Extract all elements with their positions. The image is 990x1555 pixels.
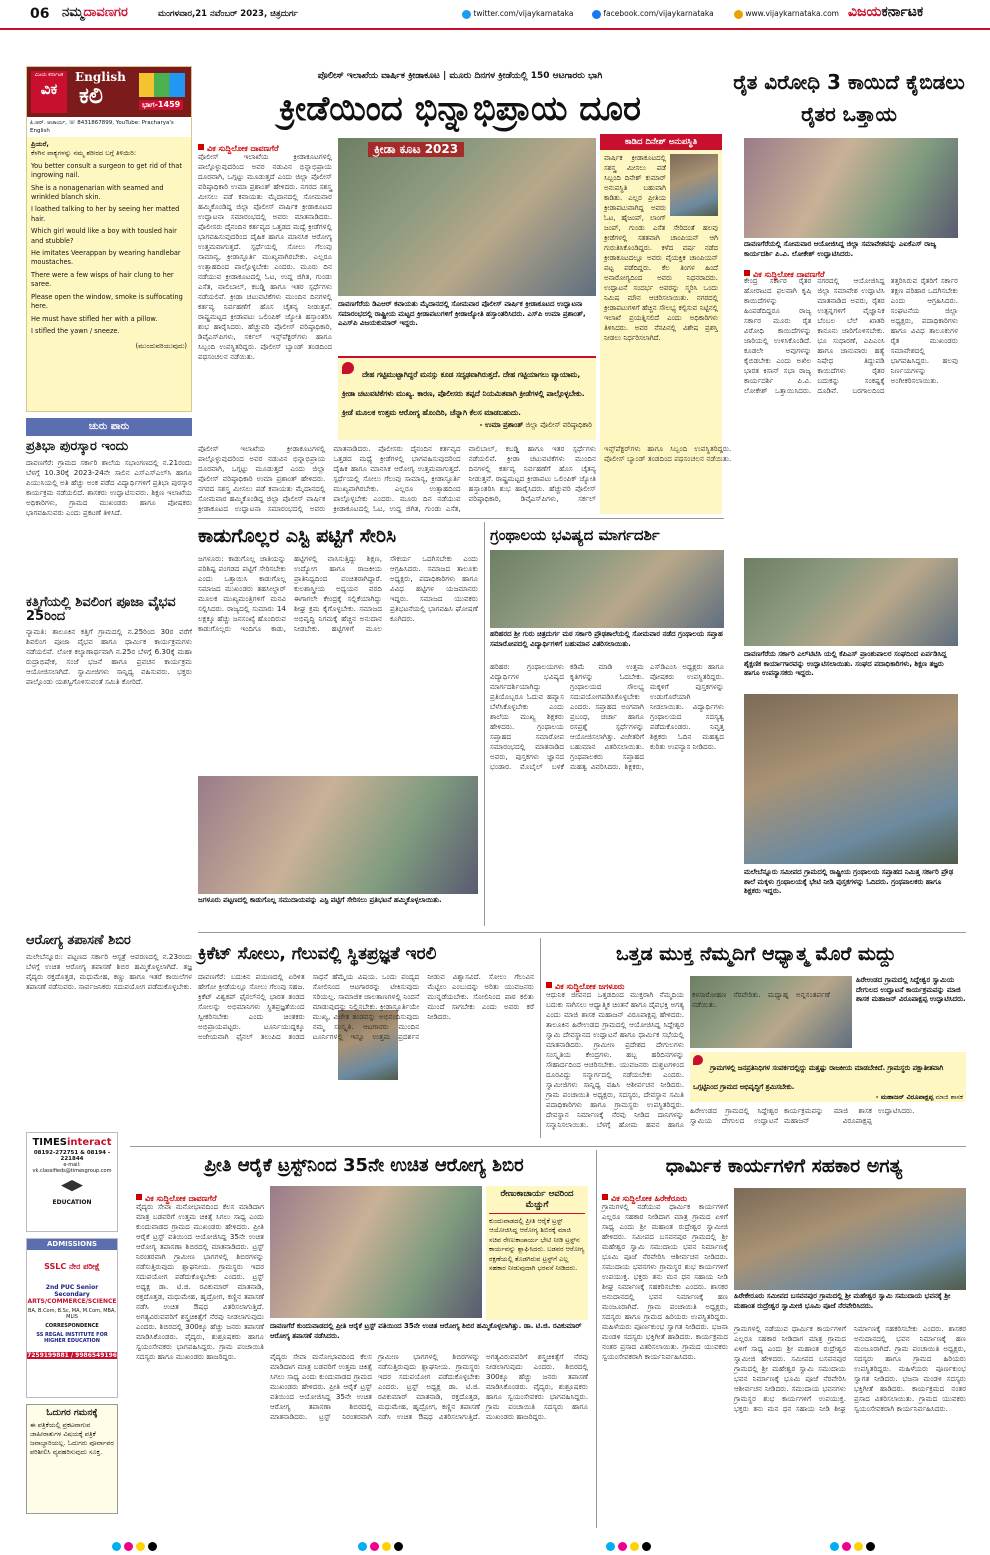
box-title: ರೇಣುಕಾಚಾರ್ಯ ಆವರಿಂದ ಮೆಚ್ಚುಗೆ: [489, 1189, 585, 1214]
ad-phone: 7259199881 / 9986549196: [27, 1352, 117, 1359]
kali-line: I loathed talking to her by seeing her matted hair.: [31, 205, 180, 223]
ad-email: e-mail: vk.classifieds@timesgroup.com: [32, 1162, 112, 1174]
kali-line: He must have stifled her with a pillow.: [31, 314, 158, 323]
notice-body: ಈ ಪತ್ರಿಕೆಯಲ್ಲಿ ಪ್ರಕಟವಾಗುವ ಜಾಹೀರಾತುಗಳ ವಿಷಯಕ್ಕೆ ಪತ್ರಿಕೆ ಜವಾಬ್ದಾರಿಯಲ್ಲ. ಓದುಗರು ಪೂರ್ವಾಪರ ಪರಿಶೀಲಿಸಿ ವ್ಯವಹರಿಸುವುದು ಸೂಕ್ತ.: [30, 1421, 114, 1456]
library-visit-photo: [744, 694, 958, 864]
religious-body-left: ಗ್ರಾಮಗಳಲ್ಲಿ ನಡೆಯುವ ಧಾರ್ಮಿಕ ಕಾರ್ಯಗಳಿಗೆ ಎಲ್ಲರೂ ಸಹಕಾರ ನೀಡಿದಾಗ ಮಾತ್ರ ಗ್ರಾಮದ ಏಳಿಗೆ ಸಾಧ್ಯ ಎಂದು ಶ್ರೀ ಮಹಾಂತ ರುದ್ರೇಶ್ವರ ಸ್ವಾಮೀಜಿ ಹೇಳಿದರು. ಸಮೀಪದ ಬಸವನಪುರ ಗ್ರಾಮದಲ್ಲಿ ಶ್ರೀ ಮಹೇಶ್ವರ ಸ್ವಾಮಿ ಸಮುದಾಯ ಭವನ ನಿರ್ಮಾಣಕ್ಕೆ ಭೂಮಿ ಪೂಜೆ ನೆರವೇರಿಸಿ ಆಶೀರ್ವಚನ ನೀಡಿದರು. ಸಮುದಾಯ ಭವನಗಳು ಗ್ರಾಮಸ್ಥರ ಶುಭ ಕಾರ್ಯಗಳಿಗೆ ಉಪಯುಕ್ತ. ಭಕ್ತರು ತನು ಮನ ಧನ ಸಹಾಯ ನೀಡಿ ಶೀಘ್ರ ನಿರ್ಮಾಣಕ್ಕೆ ಸಹಕರಿಸಬೇಕು ಎಂದರು. ಶಾಸಕರ ಅನುದಾನದಲ್ಲಿ ಭವನ ನಿರ್ಮಾಣಕ್ಕೆ ಹಣ ಮಂಜೂರಾಗಿದೆ. ಗ್ರಾಮ ಪಂಚಾಯಿತಿ ಅಧ್ಯಕ್ಷರು, ಸದಸ್ಯರು ಹಾಗೂ ಗ್ರಾಮದ ಹಿರಿಯರು ಉಪಸ್ಥಿತರಿದ್ದರು. ಮಹಿಳೆಯರು ಪೂರ್ಣಕುಂಭ ಸ್ವಾಗತ ನೀಡಿದರು. ಭಜನಾ ಮಂಡಳಿ ಸದಸ್ಯರು ಭಕ್ತಿಗೀತೆ ಹಾಡಿದರು. ಕಾರ್ಯಕ್ರಮದ ನಂತರ ಪ್ರಸಾದ ವಿತರಿಸಲಾಯಿತು. ಗ್ರಾಮದ ಯುವಕರು ಸ್ವಯಂಸೇವಕರಾಗಿ ಕಾರ್ಯನಿರ್ವಹಿಸಿದರು.: [602, 1202, 728, 1361]
english-kali-box: [26, 66, 192, 412]
brief-story-3: [26, 934, 192, 1114]
farmers-caption: ದಾವಣಗೆರೆಯಲ್ಲಿ ಸೋಮವಾರ ಆಯೋಜಿಸಿದ್ದ ಜಿಲ್ಲಾ ಸಮಾವೇಶವನ್ನು ಎಐಕೆಎಸ್ ರಾಜ್ಯ ಕಾರ್ಯದರ್ಶಿ ಪಿ.ವಿ. ಲೋಕೇಶ್ ಉದ್ಘಾಟಿಸಿದರು.: [744, 240, 937, 258]
lead-body: ಪೊಲೀಸ್ ಇಲಾಖೆಯ ಕ್ರೀಡಾಕೂಟಗಳಲ್ಲಿ ಪಾಲ್ಗೊಳ್ಳುವುದರಿಂದ ಅವರ ನಡುವಿನ ಭಿನ್ನಾಭಿಪ್ರಾಯ ದೂರವಾಗಿ, ಒಗ್ಗಟ್ಟು ಮೂಡುತ್ತದೆ ಎಂದು ಜಿಲ್ಲಾ ಪೊಲೀಸ್ ವರಿಷ್ಠಾಧಿಕಾರಿ ಉಮಾ ಪ್ರಶಾಂತ್ ಹೇಳಿದರು. ನಗರದ ಸಶಸ್ತ್ರ ಮೀಸಲು ಪಡೆ ಕವಾಯತು ಮೈದಾನದಲ್ಲಿ ಸೋಮವಾರ ಹಮ್ಮಿಕೊಂಡಿದ್ದ ಜಿಲ್ಲಾ ಪೊಲೀಸ್ ವಾರ್ಷಿಕ ಕ್ರೀಡಾಕೂಟದ ಉದ್ಘಾಟನಾ ಸಮಾರಂಭದಲ್ಲಿ ಅವರು ಮಾತನಾಡಿದರು. ಪೊಲೀಸರು ದೈನಂದಿನ ಕರ್ತವ್ಯದ ಒತ್ತಡದ ಮಧ್ಯೆ ಕ್ರೀಡೆಗಳಲ್ಲಿ ಭಾಗವಹಿಸುವುದರಿಂದ ದೈಹಿಕ ಹಾಗೂ ಮಾನಸಿಕ ಆರೋಗ್ಯ ಉತ್ತಮವಾಗುತ್ತದೆ. ಸ್ಪರ್ಧೆಯಲ್ಲಿ ಸೋಲು ಗೆಲುವು ಸಾಮಾನ್ಯ, ಕ್ರೀಡಾಸ್ಫೂರ್ತಿ ಮುಖ್ಯವಾಗಿರಬೇಕು. ಎಲ್ಲರೂ ಉತ್ಸಾಹದಿಂದ ಪಾಲ್ಗೊಳ್ಳಬೇಕು ಎಂದರು. ಮೂರು ದಿನ ನಡೆಯುವ ಕ್ರೀಡಾಕೂಟದಲ್ಲಿ ಓಟ, ಉದ್ದ ಜಿಗಿತ, ಗುಂಡು ಎಸೆತ, ವಾಲಿಬಾಲ್, ಕಬಡ್ಡಿ ಹಾಗೂ ಇತರ ಸ್ಪರ್ಧೆಗಳು ನಡೆಯಲಿವೆ. ಕ್ರೀಡಾ ಚಟುವಟಿಕೆಗಳು ಮುಂದಿನ ದಿನಗಳಲ್ಲಿ ಕರ್ತವ್ಯ ನಿರ್ವಹಣೆಗೆ ಹೊಸ ಚೈತನ್ಯ ನೀಡುತ್ತವೆ. ರಾಷ್ಟ್ರಮಟ್ಟದ ಕ್ರೀಡಾಪಟು ಒಲಿಂಪಿಕ್ ಜ್ಯೋತಿ ಹಸ್ತಾಂತರಿಸಿ ಶುಭ ಹಾರೈಸಿದರು. ಹೆಚ್ಚುವರಿ ಪೊಲೀಸ್ ವರಿಷ್ಠಾಧಿಕಾರಿ, ಡಿವೈಎಸ್‌ಪಿಗಳು, ಸರ್ಕಲ್ ಇನ್ಸ್‌ಪೆಕ್ಟರ್‌ಗಳು ಹಾಗೂ ಸಿಬ್ಬಂದಿ ಉಪಸ್ಥಿತರಿದ್ದರು. ಪೊಲೀಸ್ ಬ್ಯಾಂಡ್ ತಂಡದಿಂದ ಪಥಸಂಚಲನ ನಡೆಯಿತು.: [198, 152, 332, 361]
brief-body: ದಾವಣಗೆರೆ: ಗ್ರಾಮದ ಸರ್ಕಾರಿ ಶಾಲೆಯ ಸಭಾಂಗಣದಲ್ಲಿ ನ.21ರಂದು ಬೆಳಗ್ಗೆ 10.30ಕ್ಕೆ 2023-24ನೇ ಸಾಲಿನ ಎಸ್‌ಎಸ್‌ಎಲ್‌ಸಿ ಹಾಗೂ ಪಿಯುಸಿಯಲ್ಲಿ ಅತಿ ಹೆಚ್ಚು ಅಂಕ ಪಡೆದ ವಿದ್ಯಾರ್ಥಿಗಳಿಗೆ ಪ್ರತಿಭಾ ಪುರಸ್ಕಾರ ಕಾರ್ಯಕ್ರಮ ನಡೆಯಲಿದೆ. ಶಾಸಕರು ಉದ್ಘಾಟಿಸುವರು. ಶಿಕ್ಷಣ ಇಲಾಖೆಯ ಅಧಿಕಾರಿಗಳು, ಗ್ರಾಮದ ಮುಖಂಡರು ಹಾಗೂ ಪೋಷಕರು ಭಾಗವಹಿಸುವರು ಎಂದು ಪ್ರಕಟಣೆ ತಿಳಿಸಿದೆ.: [26, 457, 192, 517]
library-photo: [490, 550, 724, 628]
page-number: 06: [30, 6, 50, 22]
kali-line: She is a nonagenarian with seamed and wrinkled blanch skin.: [31, 183, 164, 202]
workshop-caption: ದಾವಣಗೆರೆಯ ಸರ್ಕಾರಿ ಎಲ್‌ಟಿಟಿಸಿ ಯಲ್ಲಿ ಕೆಪಿಎಸ್ ಪ್ರಾಂಶುಪಾಲರ ಸಂಘದಿಂದ ಏರ್ಪಡಿಸಿದ್ದ ಶೈಕ್ಷಣಿಕ ಕಾರ್ಯಾಗಾರವನ್ನು ಉದ್ಘಾಟಿಸಲಾಯಿತು. ಸಂಘದ ಪದಾಧಿಕಾರಿಗಳು, ಶಿಕ್ಷಣ ತಜ್ಞರು ಹಾಗೂ ಉಪನ್ಯಾಸಕರು ಇದ್ದರು.: [744, 650, 947, 677]
facebook-icon: [592, 10, 601, 19]
byline-marker-icon: [602, 1194, 608, 1200]
kali-line: Please open the window, smoke is suffocating here.: [31, 292, 183, 311]
brief-headline: ಆರೋಗ್ಯ ತಪಾಸಣೆ ಶಿಬಿರ: [26, 933, 131, 948]
library-caption: ಹರಿಹರದ ಶ್ರೀ ಗುರು ಚಿತ್ರದುರ್ಗ ಮಠ ಸರ್ಕಾರಿ ಪ್ರೌಢಶಾಲೆಯಲ್ಲಿ ಸೋಮವಾರ ನಡೆದ ಗ್ರಂಥಾಲಯ ಸಪ್ತಾಹ ಸಮಾರೋಪದಲ್ಲಿ ವಿದ್ಯಾರ್ಥಿಗಳಿಗೆ ಬಹುಮಾನ ವಿತರಿಸಲಾಯಿತು.: [490, 630, 723, 648]
kali-label: ಕಲಿ: [79, 84, 103, 109]
print-registration-marks: [358, 1536, 418, 1548]
byline-marker-icon: [546, 982, 552, 988]
religious-byline: ವಿಕ ಸುದ್ದಿಲೋಕ ಹಿರೇಕೆರೂರು: [602, 1186, 728, 1198]
workshop-photo: [744, 558, 958, 646]
farmers-byline: ವಿಕ ಸುದ್ದಿಲೋಕ ದಾವಣಗೆರೆ: [744, 262, 958, 274]
health-camp-photo: [270, 1186, 482, 1318]
health-camp-caption: ದಾವಣಗೆರೆ ಕುಂದುವಾಡದಲ್ಲಿ ಪ್ರೀತಿ ಆರೈಕೆ ಟ್ರಸ್ಟ್ ವತಿಯಿಂದ 35ನೇ ಉಚಿತ ಆರೋಗ್ಯ ಶಿಬಿರ ಹಮ್ಮಿಕೊಳ್ಳಲಾಗಿತ್ತು. ಡಾ. ಟಿ.ಜಿ. ರವಿಕುಮಾರ್ ಆರೋಗ್ಯ ತಪಾಸಣೆ ನಡೆಸಿದರು.: [270, 1322, 582, 1340]
cricket-body: ದಾವಣಗೆರೆ: ಬದುಕಿನ ಪಯಣದಲ್ಲಿ ಏರಿಳಿತ ಹೇಗೋ ಕ್ರೀಡೆಯಲ್ಲೂ ಸೋಲು ಗೆಲುವು ಸಹಜ. ಕ್ರಿಕೆಟ್ ವಿಶ್ವಕಪ್ ಫೈನಲ್‌ನಲ್ಲಿ ಭಾರತ ತಂಡದ ಸೋಲನ್ನು ಅಭಿಮಾನಿಗಳು ಸ್ಥಿತಪ್ರಜ್ಞತೆಯಿಂದ ಸ್ವೀಕರಿಸಬೇಕು ಎಂದು ಚಿಂತಕರು ಅಭಿಪ್ರಾಯಪಟ್ಟರು. ಟೂರ್ನಿಯುದ್ದಕ್ಕೂ ಅಜೇಯವಾಗಿ ಫೈನಲ್ ತಲುಪಿದ ತಂಡದ ಸಾಧನೆ ಹೆಮ್ಮೆಯ ವಿಷಯ. ಒಂದು ಪಂದ್ಯದ ಸೋಲಿನಿಂದ ಆಟಗಾರರನ್ನು ಟೀಕಿಸುವುದು ಸರಿಯಲ್ಲ. ಸಾಮಾಜಿಕ ಜಾಲತಾಣಗಳಲ್ಲಿ ನಿಂದನೆ ಮಾಡುವುದನ್ನು ನಿಲ್ಲಿಸಬೇಕು. ಕ್ರೀಡಾಸ್ಫೂರ್ತಿಯೇ ಮುಖ್ಯ, ವಿಜೇತ ತಂಡವನ್ನು ಅಭಿನಂದಿಸುವುದು ನಮ್ಮ ಸಂಸ್ಕೃತಿ. ಆಟಗಾರರು ಮುಂದಿನ ಟೂರ್ನಿಗಳಲ್ಲಿ ಇನ್ನೂ ಉತ್ತಮ ಪ್ರದರ್ಶನ ನೀಡುವ ವಿಶ್ವಾಸವಿದೆ. ಸೋಲು ಗೆಲುವಿನ ಮೆಟ್ಟಿಲು ಎಂಬುದನ್ನು ಅರಿತು ಯುವಜನರು ಮುನ್ನಡೆಯಬೇಕು. ಸೋಲಿನಿಂದ ಪಾಠ ಕಲಿತು ಮುಂದೆ ಸಾಗಬೇಕು ಎಂದು ಅವರು ಕರೆ ನೀಡಿದರು.: [198, 972, 534, 1041]
lead-closing: ಪೊಲೀಸ್ ಇಲಾಖೆಯ ಕ್ರೀಡಾಕೂಟಗಳಲ್ಲಿ ಪಾಲ್ಗೊಳ್ಳುವುದರಿಂದ ಅವರ ನಡುವಿನ ಭಿನ್ನಾಭಿಪ್ರಾಯ ದೂರವಾಗಿ, ಒಗ್ಗಟ್ಟು ಮೂಡುತ್ತದೆ ಎಂದು ಜಿಲ್ಲಾ ಪೊಲೀಸ್ ವರಿಷ್ಠಾಧಿಕಾರಿ ಉಮಾ ಪ್ರಶಾಂತ್ ಹೇಳಿದರು. ನಗರದ ಸಶಸ್ತ್ರ ಮೀಸಲು ಪಡೆ ಕವಾಯತು ಮೈದಾನದಲ್ಲಿ ಸೋಮವಾರ ಹಮ್ಮಿಕೊಂಡಿದ್ದ ಜಿಲ್ಲಾ ಪೊಲೀಸ್ ವಾರ್ಷಿಕ ಕ್ರೀಡಾಕೂಟದ ಉದ್ಘಾಟನಾ ಸಮಾರಂಭದಲ್ಲಿ ಅವರು ಮಾತನಾಡಿದರು. ಪೊಲೀಸರು ದೈನಂದಿನ ಕರ್ತವ್ಯದ ಒತ್ತಡದ ಮಧ್ಯೆ ಕ್ರೀಡೆಗಳಲ್ಲಿ ಭಾಗವಹಿಸುವುದರಿಂದ ದೈಹಿಕ ಹಾಗೂ ಮಾನಸಿಕ ಆರೋಗ್ಯ ಉತ್ತಮವಾಗುತ್ತದೆ. ಸ್ಪರ್ಧೆಯಲ್ಲಿ ಸೋಲು ಗೆಲುವು ಸಾಮಾನ್ಯ, ಕ್ರೀಡಾಸ್ಫೂರ್ತಿ ಮುಖ್ಯವಾಗಿರಬೇಕು. ಎಲ್ಲರೂ ಉತ್ಸಾಹದಿಂದ ಪಾಲ್ಗೊಳ್ಳಬೇಕು ಎಂದರು. ಮೂರು ದಿನ ನಡೆಯುವ ಕ್ರೀಡಾಕೂಟದಲ್ಲಿ ಓಟ, ಉದ್ದ ಜಿಗಿತ, ಗುಂಡು ಎಸೆತ, ವಾಲಿಬಾಲ್, ಕಬಡ್ಡಿ ಹಾಗೂ ಇತರ ಸ್ಪರ್ಧೆಗಳು ನಡೆಯಲಿವೆ. ಕ್ರೀಡಾ ಚಟುವಟಿಕೆಗಳು ಮುಂದಿನ ದಿನಗಳಲ್ಲಿ ಕರ್ತವ್ಯ ನಿರ್ವಹಣೆಗೆ ಹೊಸ ಚೈತನ್ಯ ನೀಡುತ್ತವೆ. ರಾಷ್ಟ್ರಮಟ್ಟದ ಕ್ರೀಡಾಪಟು ಒಲಿಂಪಿಕ್ ಜ್ಯೋತಿ ಹಸ್ತಾಂತರಿಸಿ ಶುಭ ಹಾರೈಸಿದರು. ಹೆಚ್ಚುವರಿ ಪೊಲೀಸ್ ವರಿಷ್ಠಾಧಿಕಾರಿ, ಡಿವೈಎಸ್‌ಪಿಗಳು, ಸರ್ಕಲ್ ಇನ್ಸ್‌ಪೆಕ್ಟರ್‌ಗಳು ಹಾಗೂ ಸಿಬ್ಬಂದಿ ಉಪಸ್ಥಿತರಿದ್ದರು. ಪೊಲೀಸ್ ಬ್ಯಾಂಡ್ ತಂಡದಿಂದ ಪಥಸಂಚಲನ ನಡೆಯಿತು.: [198, 444, 732, 513]
banner-text: ಕ್ರೀಡಾ ಕೂಟ 2023: [368, 142, 464, 157]
kali-line: There were a few wisps of hair clung to her saree.: [31, 270, 174, 289]
lead-photo: [338, 138, 596, 296]
brief-story-2: [26, 596, 192, 912]
health-camp-headline: ಪ್ರೀತಿ ಆರೈಕೆ ಟ್ರಸ್ಟ್‌ನಿಂದ 35ನೇ ಉಚಿತ ಆರೋಗ್ಯ ಶಿಬಿರ: [204, 1155, 524, 1176]
globe-icon: [734, 10, 743, 19]
health-camp-box: [486, 1186, 588, 1320]
health-camp-body-left: ವೈದ್ಯರು ಸೇವಾ ಮನೋಭಾವದಿಂದ ಕೆಲಸ ಮಾಡಿದಾಗ ಮಾತ್ರ ಬಡವರಿಗೆ ಉತ್ತಮ ಚಿಕಿತ್ಸೆ ಸಿಗಲು ಸಾಧ್ಯ ಎಂದು ಕುಂದುವಾಡದ ಗ್ರಾಮದ ಮುಖಂಡರು ಹೇಳಿದರು. ಪ್ರೀತಿ ಆರೈಕೆ ಟ್ರಸ್ಟ್ ವತಿಯಿಂದ ಆಯೋಜಿಸಿದ್ದ 35ನೇ ಉಚಿತ ಆರೋಗ್ಯ ತಪಾಸಣಾ ಶಿಬಿರದಲ್ಲಿ ಮಾತನಾಡಿದರು. ಟ್ರಸ್ಟ್ ನಿರಂತರವಾಗಿ ಗ್ರಾಮೀಣ ಭಾಗಗಳಲ್ಲಿ ಶಿಬಿರಗಳನ್ನು ನಡೆಸುತ್ತಿರುವುದು ಶ್ಲಾಘನೀಯ. ಗ್ರಾಮಸ್ಥರು ಇದರ ಸದುಪಯೋಗ ಪಡೆದುಕೊಳ್ಳಬೇಕು ಎಂದರು. ಟ್ರಸ್ಟ್ ಅಧ್ಯಕ್ಷ ಡಾ. ಟಿ.ಜಿ. ರವಿಕುಮಾರ್ ಮಾತನಾಡಿ, ರಕ್ತದೊತ್ತಡ, ಮಧುಮೇಹ, ಹೃದ್ರೋಗ, ಕಣ್ಣಿನ ತಪಾಸಣೆ ನಡೆಸಿ ಉಚಿತ ಔಷಧ ವಿತರಿಸಲಾಗುತ್ತಿದೆ. ಅಗತ್ಯವಿರುವವರಿಗೆ ಶಸ್ತ್ರಚಿಕಿತ್ಸೆಗೆ ನೆರವು ನೀಡಲಾಗುವುದು ಎಂದರು. ಶಿಬಿರದಲ್ಲಿ 300ಕ್ಕೂ ಹೆಚ್ಚು ಜನರು ತಪಾಸಣೆ ಮಾಡಿಸಿಕೊಂಡರು. ವೈದ್ಯರು, ಶುಶ್ರೂಷಕರು ಹಾಗೂ ಸ್ವಯಂಸೇವಕರು ಭಾಗವಹಿಸಿದ್ದರು. ಗ್ರಾಮ ಪಂಚಾಯಿತಿ ಸದಸ್ಯರು ಹಾಗೂ ಮುಖಂಡರು ಹಾಜರಿದ್ದರು.: [136, 1202, 264, 1361]
twitter-icon: [462, 10, 471, 19]
sidebar-body: ವಾರ್ಷಿಕ ಕ್ರೀಡಾಕೂಟದಲ್ಲಿ ಸಶಸ್ತ್ರ ಮೀಸಲು ಪಡೆ ಸಿಬ್ಬಂದಿ ದಿನೇಶ್ ಕುಮಾರ್ ಅನುಪಸ್ಥಿತಿ ಬಹುವಾಗಿ ಕಾಡಿತು. ಎಲ್ಲರ ಪ್ರೀತಿಯ ಕ್ರೀಡಾಪಟುವಾಗಿದ್ದ ಅವರು ಓಟ, ಹೈಜಂಪ್, ಲಾಂಗ್ ಜಂಪ್, ಗುಂಡು ಎಸೆತ ಸೇರಿದಂತೆ ಹಲವು ಕ್ರೀಡೆಗಳಲ್ಲಿ ಸತತವಾಗಿ ಚಾಂಪಿಯನ್ ಆಗಿ ಗುರುತಿಸಿಕೊಂಡಿದ್ದರು. ಕಳೆದ ವರ್ಷ ನಡೆದ ಕ್ರೀಡಾಕೂಟದಲ್ಲೂ ಅವರು ವೈಯಕ್ತಿಕ ಚಾಂಪಿಯನ್ ಪಟ್ಟ ಪಡೆದಿದ್ದರು. ಕೆಲ ತಿಂಗಳ ಹಿಂದೆ ಅನಾರೋಗ್ಯದಿಂದ ಅವರು ನಿಧನರಾದರು. ಉದ್ಘಾಟನೆ ಸಂದರ್ಭ ಅವರನ್ನು ಸ್ಮರಿಸಿ ಒಂದು ನಿಮಿಷ ಮೌನ ಆಚರಿಸಲಾಯಿತು. ನಗರದಲ್ಲಿ ಕ್ರೀಡಾಪಟುಗಳಿಗೆ ಹೆಚ್ಚಿನ ಸೌಲಭ್ಯ ಕಲ್ಪಿಸುವ ನಿಟ್ಟಿನಲ್ಲಿ ಇಲಾಖೆ ಪ್ರಯತ್ನಿಸಲಿದೆ ಎಂದು ಅಧಿಕಾರಿಗಳು ತಿಳಿಸಿದರು. ಅವರ ನೆನಪಿನಲ್ಲಿ ವಿಶೇಷ ಪ್ರಶಸ್ತಿ ನೀಡಲು ನಿರ್ಧರಿಸಲಾಗಿದೆ.: [604, 154, 718, 342]
byline-marker-icon: [198, 144, 204, 150]
farmers-body: ಕೇಂದ್ರ ಸರ್ಕಾರ ರೈತರ ಹೋರಾಟದ ಫಲವಾಗಿ ಕೃಷಿ ಕಾಯಿದೆಗಳನ್ನು ಹಿಂಪಡೆದಿದ್ದರೂ ರಾಜ್ಯ ಸರ್ಕಾರ ಮೂರು ರೈತ ವಿರೋಧಿ ಕಾಯಿದೆಗಳನ್ನು ಜಾರಿಯಲ್ಲಿ ಉಳಿಸಿಕೊಂಡಿದೆ. ಕೂಡಲೇ ಅವುಗಳನ್ನು ಕೈಬಿಡಬೇಕು ಎಂದು ಅಖಿಲ ಭಾರತ ಕಿಸಾನ್ ಸಭಾ ರಾಜ್ಯ ಕಾರ್ಯದರ್ಶಿ ಪಿ.ವಿ. ಲೋಕೇಶ್ ಒತ್ತಾಯಿಸಿದರು. ನಗರದಲ್ಲಿ ಆಯೋಜಿಸಿದ್ದ ಜಿಲ್ಲಾ ಸಮಾವೇಶ ಉದ್ಘಾಟಿಸಿ ಮಾತನಾಡಿದ ಅವರು, ರೈತರ ಉತ್ಪನ್ನಗಳಿಗೆ ವೈಜ್ಞಾನಿಕ ಬೆಂಬಲ ಬೆಲೆ ಖಾತರಿ ಕಾನೂನು ಜಾರಿಗೊಳಿಸಬೇಕು. ಭೂ ಸುಧಾರಣೆ, ಎಪಿಎಂಸಿ ಹಾಗೂ ಜಾನುವಾರು ಹತ್ಯೆ ನಿಷೇಧ ತಿದ್ದುಪಡಿ ಕಾಯಿದೆಗಳು ರೈತರ ಬದುಕನ್ನು ಸಂಕಷ್ಟಕ್ಕೆ ದೂಡಿವೆ. ಬರಗಾಲದಿಂದ ತತ್ತರಿಸಿರುವ ರೈತರಿಗೆ ಸರ್ಕಾರ ತಕ್ಷಣ ಪರಿಹಾರ ಒದಗಿಸಬೇಕು ಎಂದು ಆಗ್ರಹಿಸಿದರು. ಸಂಘಟನೆಯ ಜಿಲ್ಲಾ ಅಧ್ಯಕ್ಷರು, ಪದಾಧಿಕಾರಿಗಳು ಹಾಗೂ ವಿವಿಧ ತಾಲೂಕುಗಳ ರೈತ ಮುಖಂಡರು ಸಮಾವೇಶದಲ್ಲಿ ಭಾಗವಹಿಸಿದ್ದರು. ಹಲವು ನಿರ್ಣಯಗಳನ್ನು ಅಂಗೀಕರಿಸಲಾಯಿತು.: [744, 276, 958, 395]
sidebar-portrait: [670, 154, 718, 216]
kali-line: I stifled the yawn / sneeze.: [31, 326, 120, 335]
lead-caption: ದಾವಣಗೆರೆಯ ಡಿಎಆರ್ ಕವಾಯತು ಮೈದಾನದಲ್ಲಿ ಸೋಮವಾರ ಪೊಲೀಸ್ ವಾರ್ಷಿಕ ಕ್ರೀಡಾಕೂಟದ ಉದ್ಘಾಟನಾ ಸಮಾರಂಭದಲ್ಲಿ ರಾಷ್ಟ್ರೀಯ ಮಟ್ಟದ ಕ್ರೀಡಾಪಟುಗಳಿಗೆ ಕ್ರೀಡಾಜ್ಯೋತಿ ಹಸ್ತಾಂತರಿಸಿದರು. ಎಸ್‌ಪಿ ಉಮಾ ಪ್ರಶಾಂತ್, ಎಎಸ್‌ಪಿ ವಿಜಯಕುಮಾರ್ ಇದ್ದರು.: [338, 300, 586, 327]
brief-body: ನ್ಯಾಮತಿ: ತಾಲೂಕಿನ ಕತ್ತಿಗೆ ಗ್ರಾಮದಲ್ಲಿ ನ.25ರಿಂದ 30ರ ವರೆಗೆ ಶಿವಲಿಂಗ ಪೂಜಾ ವೈಭವ ಹಾಗೂ ಧಾರ್ಮಿಕ ಕಾರ್ಯಕ್ರಮಗಳು ನಡೆಯಲಿವೆ. ಲೋಕ ಕಲ್ಯಾಣಾರ್ಥವಾಗಿ ನ.25ರ ಬೆಳಗ್ಗೆ 6.30ಕ್ಕೆ ಮಹಾ ರುದ್ರಾಭಿಷೇಕ, ಸಂಜೆ ಭಜನೆ ಹಾಗೂ ಪ್ರವಚನ ಕಾರ್ಯಕ್ರಮ ಆಯೋಜಿಸಲಾಗಿದೆ. ಸ್ವಾಮೀಜಿಗಳು ಸಾನ್ನಿಧ್ಯ ವಹಿಸುವರು. ಭಕ್ತರು ಪಾಲ್ಗೊಂಡು ಯಶಸ್ವಿಗೊಳಿಸುವಂತೆ ಸಮಿತಿ ಕೋರಿದೆ.: [26, 627, 192, 687]
spiritual-caption: ಹಿರೇಉಡದ ಗ್ರಾಮದಲ್ಲಿ ಸಿದ್ದೇಶ್ವರ ಸ್ವಾಮಿಯ ದೇಗುಲದ ಉದ್ಘಾಟನೆ ಕಾರ್ಯಕ್ರಮವನ್ನು ಮಾಜಿ ಶಾಸಕ ಮಹಾಜನ್ ವಿರೂಪಾಕ್ಷಪ್ಪ ಉದ್ಘಾಟಿಸಿದರು.: [856, 976, 966, 1003]
print-registration-marks: [112, 1536, 172, 1548]
sslc-label: SSLC ನೇರ ಪರೀಕ್ಷೆ: [44, 1262, 100, 1271]
health-camp-body-bottom: ವೈದ್ಯರು ಸೇವಾ ಮನೋಭಾವದಿಂದ ಕೆಲಸ ಮಾಡಿದಾಗ ಮಾತ್ರ ಬಡವರಿಗೆ ಉತ್ತಮ ಚಿಕಿತ್ಸೆ ಸಿಗಲು ಸಾಧ್ಯ ಎಂದು ಕುಂದುವಾಡದ ಗ್ರಾಮದ ಮುಖಂಡರು ಹೇಳಿದರು. ಪ್ರೀತಿ ಆರೈಕೆ ಟ್ರಸ್ಟ್ ವತಿಯಿಂದ ಆಯೋಜಿಸಿದ್ದ 35ನೇ ಉಚಿತ ಆರೋಗ್ಯ ತಪಾಸಣಾ ಶಿಬಿರದಲ್ಲಿ ಮಾತನಾಡಿದರು. ಟ್ರಸ್ಟ್ ನಿರಂತರವಾಗಿ ಗ್ರಾಮೀಣ ಭಾಗಗಳಲ್ಲಿ ಶಿಬಿರಗಳನ್ನು ನಡೆಸುತ್ತಿರುವುದು ಶ್ಲಾಘನೀಯ. ಗ್ರಾಮಸ್ಥರು ಇದರ ಸದುಪಯೋಗ ಪಡೆದುಕೊಳ್ಳಬೇಕು ಎಂದರು. ಟ್ರಸ್ಟ್ ಅಧ್ಯಕ್ಷ ಡಾ. ಟಿ.ಜಿ. ರವಿಕುಮಾರ್ ಮಾತನಾಡಿ, ರಕ್ತದೊತ್ತಡ, ಮಧುಮೇಹ, ಹೃದ್ರೋಗ, ಕಣ್ಣಿನ ತಪಾಸಣೆ ನಡೆಸಿ ಉಚಿತ ಔಷಧ ವಿತರಿಸಲಾಗುತ್ತಿದೆ. ಅಗತ್ಯವಿರುವವರಿಗೆ ಶಸ್ತ್ರಚಿಕಿತ್ಸೆಗೆ ನೆರವು ನೀಡಲಾಗುವುದು ಎಂದರು. ಶಿಬಿರದಲ್ಲಿ 300ಕ್ಕೂ ಹೆಚ್ಚು ಜನರು ತಪಾಸಣೆ ಮಾಡಿಸಿಕೊಂಡರು. ವೈದ್ಯರು, ಶುಶ್ರೂಷಕರು ಹಾಗೂ ಸ್ವಯಂಸೇವಕರು ಭಾಗವಹಿಸಿದ್ದರು. ಗ್ರಾಮ ಪಂಚಾಯಿತಿ ಸದಸ್ಯರು ಹಾಗೂ ಮುಖಂಡರು ಹಾಜರಿದ್ದರು.: [270, 1352, 588, 1421]
quote-icon: [693, 1055, 703, 1065]
masthead: [0, 0, 990, 30]
farmers-headline: ರೈತ ವಿರೋಧಿ 3 ಕಾಯಿದೆ ಕೈಬಿಡಲು ರೈತರ ಒತ್ತಾಯ: [733, 70, 965, 126]
cricket-headline: ಕ್ರಿಕೆಟ್ ಸೋಲು, ಗೆಲುವಲ್ಲಿ ಸ್ಥಿತಪ್ರಜ್ಞತೆ ಇರಲಿ: [198, 944, 437, 964]
english-label: English: [75, 70, 126, 84]
abc-blocks-icon: [139, 73, 185, 97]
readers-notice: [26, 1404, 118, 1514]
brief-body: ಮಲೇಬೆನ್ನೂರು: ಪಟ್ಟಣದ ಸರ್ಕಾರಿ ಆಸ್ಪತ್ರೆ ಆವರಣದಲ್ಲಿ ನ.23ರಂದು ಬೆಳಗ್ಗೆ ಉಚಿತ ಆರೋಗ್ಯ ತಪಾಸಣೆ ಶಿಬಿರ ಹಮ್ಮಿಕೊಳ್ಳಲಾಗಿದೆ. ತಜ್ಞ ವೈದ್ಯರು ರಕ್ತದೊತ್ತಡ, ಮಧುಮೇಹ, ಕಣ್ಣು ಹಾಗೂ ಇತರೆ ಕಾಯಿಲೆಗಳ ತಪಾಸಣೆ ನಡೆಸುವರು. ಸಾರ್ವಜನಿಕರು ಸದುಪಯೋಗ ಪಡೆದುಕೊಳ್ಳಬೇಕು.: [26, 951, 192, 991]
religious-caption: ಹಿರೇಕೇರೂರು ಸಮೀಪದ ಬಸವನಪುರ ಗ್ರಾಮದಲ್ಲಿ ಶ್ರೀ ಮಹೇಶ್ವರ ಸ್ವಾಮಿ ಸಮುದಾಯ ಭವನಕ್ಕೆ ಶ್ರೀ ಮಹಾಂತ ರುದ್ರೇಶ್ವರ ಸ್ವಾಮೀಜಿ ಭೂಮಿ ಪೂಜೆ ನೆರವೇರಿಸಿದರು.: [734, 1292, 951, 1310]
section-label-bar: ಚುರು ಪಾರು: [26, 418, 192, 436]
kali-contact: ಪಿ.ಆರ್. ಆಚಾರ್ಯ, ☏ 8431867899, YouTube: Pracharya's English: [27, 117, 191, 137]
ad-phone: 08192-272751 & 08194 - 221844: [33, 1150, 111, 1162]
print-registration-marks: [830, 1536, 890, 1548]
lead-byline: ವಿಕ ಸುದ್ದಿಲೋಕ ದಾವಣಗೆರೆ: [198, 136, 332, 148]
library-headline: ಗ್ರಂಥಾಲಯ ಭವಿಷ್ಯದ ಮಾರ್ಗದರ್ಶಿ: [490, 526, 660, 544]
spiritual-body-right: ಹಿರೇಉಡದ ಗ್ರಾಮದಲ್ಲಿ ಸಿದ್ದೇಶ್ವರ ಸ್ವಾಮಿಯ ದೇಗುಲದ ಉದ್ಘಾಟನೆ ಕಾರ್ಯಕ್ರಮವನ್ನು ಮಾಜಿ ಶಾಸಕ ಮಹಾಜನ್ ವಿರೂಪಾಕ್ಷಪ್ಪ ಉದ್ಘಾಟಿಸಿದರು.: [690, 1106, 915, 1125]
farmers-photo: [744, 138, 958, 238]
notice-title: ಓದುಗರ ಗಮನಕ್ಕೆ: [46, 1408, 98, 1418]
brief-headline: ಕತ್ತಿಗೆಯಲ್ಲಿ ಶಿವಲಿಂಗ ಪೂಜಾ ವೈಭವ 25ರಿಂದ: [26, 595, 176, 624]
kadugolla-headline: ಕಾಡುಗೊಲ್ಲರ ಎಸ್ಟಿ ಪಟ್ಟಿಗೆ ಸೇರಿಸಿ: [198, 525, 397, 547]
dateline: ಮಂಗಳವಾರ,21 ನವೆಂಬರ್ 2023, ಚಿತ್ರದುರ್ಗ: [158, 9, 298, 19]
byline-marker-icon: [136, 1194, 142, 1200]
brief-headline: ಪ್ರತಿಭಾ ಪುರಸ್ಕಾರ ಇಂದು: [26, 439, 129, 454]
kali-greeting: ಪ್ರಿಯರೆ,: [31, 140, 49, 148]
kali-line: You better consult a surgeon to get rid of that ingrowing nail.: [31, 161, 182, 180]
paper-name: ನಮ್ಮದಾವಣಗರ: [62, 5, 128, 20]
spiritual-body-left: ಆಧುನಿಕ ಜೀವನದ ಒತ್ತಡದಿಂದ ಮುಕ್ತರಾಗಿ ನೆಮ್ಮದಿಯ ಬದುಕು ಸಾಗಿಸಲು ಆಧ್ಯಾತ್ಮಿಕ ಚಿಂತನೆ ಹಾಗೂ ದೈವಭಕ್ತಿ ಅಗತ್ಯ ಎಂದು ಮಾಜಿ ಶಾಸಕ ಮಹಾಜನ್ ವಿರೂಪಾಕ್ಷಪ್ಪ ಹೇಳಿದರು. ತಾಲೂಕಿನ ಹಿರೇಉಡದ ಗ್ರಾಮದಲ್ಲಿ ಆಯೋಜಿಸಿದ್ದ ಸಿದ್ದೇಶ್ವರ ಸ್ವಾಮಿ ದೇವಸ್ಥಾನದ ಉದ್ಘಾಟನೆ ಹಾಗೂ ಧಾರ್ಮಿಕ ಸಭೆಯಲ್ಲಿ ಮಾತನಾಡಿದರು. ಗ್ರಾಮೀಣ ಪ್ರದೇಶದ ದೇಗುಲಗಳು ಸಂಸ್ಕೃತಿಯ ಕೇಂದ್ರಗಳು. ಹಬ್ಬ ಹರಿದಿನಗಳನ್ನು ಸೌಹಾರ್ದದಿಂದ ಆಚರಿಸಬೇಕು. ಯುವಜನರು ದುಶ್ಚಟಗಳಿಂದ ದೂರವಿದ್ದು ಸನ್ಮಾರ್ಗದಲ್ಲಿ ನಡೆಯಬೇಕು ಎಂದರು. ಸ್ವಾಮೀಜಿಗಳು ಸಾನ್ನಿಧ್ಯ ವಹಿಸಿ ಆಶೀರ್ವಚನ ನೀಡಿದರು. ಗ್ರಾಮ ಪಂಚಾಯಿತಿ ಅಧ್ಯಕ್ಷರು, ಸದಸ್ಯರು, ದೇವಸ್ಥಾನ ಸಮಿತಿ ಪದಾಧಿಕಾರಿಗಳು ಹಾಗೂ ಗ್ರಾಮಸ್ಥರು ಉಪಸ್ಥಿತರಿದ್ದರು. ದೇವಸ್ಥಾನ ನಿರ್ಮಾಣಕ್ಕೆ ನೆರವು ನೀಡಿದ ದಾನಿಗಳನ್ನು ಸನ್ಮಾನಿಸಲಾಯಿತು. ಬೆಳಗ್ಗೆ ಹೋಮ ಹವನ ಹಾಗೂ: [546, 990, 684, 1129]
vk-badge: ವಿಜಯ ಕರ್ನಾಟಕ ವಿಕ: [31, 71, 67, 113]
spiritual-quote-box: ಗ್ರಾಮಗಳಲ್ಲಿ ಜನಪ್ರತಿನಿಧಿಗಳ ಸಂಪರ್ಕದಲ್ಲಿದ್ದು ಮತ್ತಷ್ಟು ರಾಜಕೀಯ ಮಾಡಬೇಕಿದೆ. ಗ್ರಾಮಸ್ಥರು ಪಕ್ಷಾತೀತವಾಗಿ ಒಗ್ಗಟ್ಟಿನಿಂದ ಗ್ರಾಮದ ಅಭಿವೃದ್ಧಿಗೆ ಶ್ರಮಿಸಬೇಕು. - ಮಹಾಜನ್ ವಿರೂಪಾಕ್ಷಪ್ಪ ಮಾಜಿ ಶಾಸಕ: [690, 1052, 966, 1102]
facebook-link[interactable]: facebook.com/vijaykarnataka: [592, 9, 714, 19]
graduation-cap-icon: [61, 1180, 83, 1196]
religious-body-right: ಗ್ರಾಮಗಳಲ್ಲಿ ನಡೆಯುವ ಧಾರ್ಮಿಕ ಕಾರ್ಯಗಳಿಗೆ ಎಲ್ಲರೂ ಸಹಕಾರ ನೀಡಿದಾಗ ಮಾತ್ರ ಗ್ರಾಮದ ಏಳಿಗೆ ಸಾಧ್ಯ ಎಂದು ಶ್ರೀ ಮಹಾಂತ ರುದ್ರೇಶ್ವರ ಸ್ವಾಮೀಜಿ ಹೇಳಿದರು. ಸಮೀಪದ ಬಸವನಪುರ ಗ್ರಾಮದಲ್ಲಿ ಶ್ರೀ ಮಹೇಶ್ವರ ಸ್ವಾಮಿ ಸಮುದಾಯ ಭವನ ನಿರ್ಮಾಣಕ್ಕೆ ಭೂಮಿ ಪೂಜೆ ನೆರವೇರಿಸಿ ಆಶೀರ್ವಚನ ನೀಡಿದರು. ಸಮುದಾಯ ಭವನಗಳು ಗ್ರಾಮಸ್ಥರ ಶುಭ ಕಾರ್ಯಗಳಿಗೆ ಉಪಯುಕ್ತ. ಭಕ್ತರು ತನು ಮನ ಧನ ಸಹಾಯ ನೀಡಿ ಶೀಘ್ರ ನಿರ್ಮಾಣಕ್ಕೆ ಸಹಕರಿಸಬೇಕು ಎಂದರು. ಶಾಸಕರ ಅನುದಾನದಲ್ಲಿ ಭವನ ನಿರ್ಮಾಣಕ್ಕೆ ಹಣ ಮಂಜೂರಾಗಿದೆ. ಗ್ರಾಮ ಪಂಚಾಯಿತಿ ಅಧ್ಯಕ್ಷರು, ಸದಸ್ಯರು ಹಾಗೂ ಗ್ರಾಮದ ಹಿರಿಯರು ಉಪಸ್ಥಿತರಿದ್ದರು. ಮಹಿಳೆಯರು ಪೂರ್ಣಕುಂಭ ಸ್ವಾಗತ ನೀಡಿದರು. ಭಜನಾ ಮಂಡಳಿ ಸದಸ್ಯರು ಭಕ್ತಿಗೀತೆ ಹಾಡಿದರು. ಕಾರ್ಯಕ್ರಮದ ನಂತರ ಪ್ರಸಾದ ವಿತರಿಸಲಾಯಿತು. ಗ್ರಾಮದ ಯುವಕರು ಸ್ವಯಂಸೇವಕರಾಗಿ ಕಾರ್ಯನಿರ್ವಹಿಸಿದರು.: [734, 1324, 966, 1413]
website-link[interactable]: www.vijaykarnataka.com: [734, 9, 839, 19]
kadugolla-body: ಜಗಳೂರು: ಕಾಡುಗೊಲ್ಲ ಜಾತಿಯನ್ನು ಪರಿಶಿಷ್ಟ ಪಂಗಡದ ಪಟ್ಟಿಗೆ ಸೇರಿಸಬೇಕು ಎಂದು ಒತ್ತಾಯಿಸಿ ಕಾಡುಗೊಲ್ಲ ಸಮಾಜದ ಮುಖಂಡರು ತಹಸೀಲ್ದಾರ್ ಮೂಲಕ ಮುಖ್ಯಮಂತ್ರಿಗಳಿಗೆ ಮನವಿ ಸಲ್ಲಿಸಿದರು. ರಾಜ್ಯದಲ್ಲಿ ಸುಮಾರು 14 ಲಕ್ಷಕ್ಕೂ ಹೆಚ್ಚು ಜನಸಂಖ್ಯೆ ಹೊಂದಿರುವ ಕಾಡುಗೊಲ್ಲರು ಇಂದಿಗೂ ಕಾಡು, ಹಟ್ಟಿಗಳಲ್ಲಿ ವಾಸಿಸುತ್ತಿದ್ದು ಶಿಕ್ಷಣ, ಉದ್ಯೋಗ ಹಾಗೂ ರಾಜಕೀಯ ಪ್ರಾತಿನಿಧ್ಯದಿಂದ ವಂಚಿತರಾಗಿದ್ದಾರೆ. ಕುಲಶಾಸ್ತ್ರೀಯ ಅಧ್ಯಯನ ವರದಿ ಈಗಾಗಲೇ ಕೇಂದ್ರಕ್ಕೆ ಸಲ್ಲಿಕೆಯಾಗಿದ್ದು ಶೀಘ್ರ ಕ್ರಮ ಕೈಗೊಳ್ಳಬೇಕು. ಸಮಾಜದ ಅಭಿವೃದ್ಧಿ ನಿಗಮಕ್ಕೆ ಹೆಚ್ಚಿನ ಅನುದಾನ ನೀಡಬೇಕು. ಹಟ್ಟಿಗಳಿಗೆ ಮೂಲ ಸೌಕರ್ಯ ಒದಗಿಸಬೇಕು ಎಂದು ಆಗ್ರಹಿಸಿದರು. ಸಮಾಜದ ತಾಲೂಕು ಅಧ್ಯಕ್ಷರು, ಪದಾಧಿಕಾರಿಗಳು ಹಾಗೂ ವಿವಿಧ ಹಟ್ಟಿಗಳ ಯಜಮಾನರು ಇದ್ದರು. ಸಮಾಜದ ಯುವಕರು ಪ್ರತಿಭಟನೆಯಲ್ಲಿ ಭಾಗವಹಿಸಿ ಘೋಷಣೆ ಕೂಗಿದರು.: [198, 554, 478, 633]
lead-kicker: ಪೊಲೀಸ್ ಇಲಾಖೆಯ ವಾರ್ಷಿಕ ಕ್ರೀಡಾಕೂಟ | ಮೂರು ದಿನಗಳ ಕ್ರೀಡೆಯಲ್ಲಿ 150 ಆಟಗಾರರು ಭಾಗಿ: [317, 71, 603, 81]
brief-story-1: [26, 440, 192, 590]
religious-photo: [734, 1188, 966, 1290]
kali-line: He imitates Veerappan by wearing handlebar moustaches.: [31, 249, 181, 267]
library-body: ಹರಿಹರ: ಗ್ರಂಥಾಲಯಗಳು ವಿದ್ಯಾರ್ಥಿಗಳ ಭವಿಷ್ಯದ ಮಾರ್ಗದರ್ಶಿಯಾಗಿದ್ದು ಪ್ರತಿಯೊಬ್ಬರೂ ಓದುವ ಹವ್ಯಾಸ ಬೆಳೆಸಿಕೊಳ್ಳಬೇಕು ಎಂದು ಶಾಲೆಯ ಮುಖ್ಯ ಶಿಕ್ಷಕರು ಹೇಳಿದರು. ಗ್ರಂಥಾಲಯ ಸಪ್ತಾಹದ ಸಮಾರೋಪ ಸಮಾರಂಭದಲ್ಲಿ ಮಾತನಾಡಿದ ಅವರು, ಪುಸ್ತಕಗಳು ಜ್ಞಾನದ ಭಂಡಾರ. ಮೊಬೈಲ್ ಬಳಕೆ ಕಡಿಮೆ ಮಾಡಿ ಉತ್ತಮ ಕೃತಿಗಳನ್ನು ಓದಬೇಕು. ಗ್ರಂಥಾಲಯದ ಸೌಲಭ್ಯ ಸದುಪಯೋಗಪಡಿಸಿಕೊಳ್ಳಬೇಕು ಎಂದರು. ಸಪ್ತಾಹದ ಅಂಗವಾಗಿ ಪ್ರಬಂಧ, ಚರ್ಚಾ ಹಾಗೂ ರಸಪ್ರಶ್ನೆ ಸ್ಪರ್ಧೆಗಳನ್ನು ಆಯೋಜಿಸಲಾಗಿತ್ತು. ವಿಜೇತರಿಗೆ ಬಹುಮಾನ ವಿತರಿಸಲಾಯಿತು. ಗ್ರಂಥಪಾಲಕರು ಸಪ್ತಾಹದ ಮಹತ್ವ ವಿವರಿಸಿದರು. ಶಿಕ್ಷಕರು, ಎಸ್‌ಡಿಎಂಸಿ ಅಧ್ಯಕ್ಷರು ಹಾಗೂ ಪೋಷಕರು ಉಪಸ್ಥಿತರಿದ್ದರು. ಮಕ್ಕಳಿಗೆ ಪುಸ್ತಕಗಳನ್ನು ಉಡುಗೊರೆಯಾಗಿ ನೀಡಲಾಯಿತು. ವಿದ್ಯಾರ್ಥಿಗಳು ಗ್ರಂಥಾಲಯದ ಸದಸ್ಯತ್ವ ಪಡೆದುಕೊಂಡರು. ನಿವೃತ್ತ ಶಿಕ್ಷಕರು ಓದಿನ ಮಹತ್ವದ ಕುರಿತು ಉಪನ್ಯಾಸ ನೀಡಿದರು.: [490, 662, 724, 771]
kadugolla-photo: [198, 776, 478, 894]
ad-education: EDUCATION: [52, 1199, 92, 1206]
admissions-header: ADMISSIONS: [27, 1239, 117, 1250]
lead-headline: ಕ್ರೀಡೆಯಿಂದ ಭಿನ್ನಾಭಿಪ್ರಾಯ ದೂರ: [279, 89, 641, 129]
library-visit-caption: ಮಲೇಬೆನ್ನೂರು ಸಮೀಪದ ಗ್ರಾಮದಲ್ಲಿ ರಾಷ್ಟ್ರೀಯ ಗ್ರಂಥಾಲಯ ಸಪ್ತಾಹದ ನಿಮಿತ್ತ ಸರ್ಕಾರಿ ಪ್ರೌಢ ಶಾಲೆ ಮಕ್ಕಳು ಗ್ರಂಥಾಲಯಕ್ಕೆ ಭೇಟಿ ನೀಡಿ ಪುಸ್ತಕಗಳನ್ನು ಓದಿದರು. ಗ್ರಂಥಪಾಲಕರು ಹಾಗೂ ಶಿಕ್ಷಕರು ಇದ್ದರು.: [744, 868, 954, 895]
print-registration-marks: [606, 1536, 666, 1548]
kadugolla-caption: ಜಗಳೂರು ಪಟ್ಟಣದಲ್ಲಿ ಕಾಡುಗೊಲ್ಲ ಸಮುದಾಯವನ್ನು ಎಸ್ಟಿ ಪಟ್ಟಿಗೆ ಸೇರಿಸಲು ಪ್ರತಿಭಟನೆ ಹಮ್ಮಿಕೊಳ್ಳಲಾಯಿತು.: [198, 896, 442, 904]
spiritual-headline: ಒತ್ತಡ ಮುಕ್ತ ನೆಮ್ಮದಿಗೆ ಆಧ್ಯಾತ್ಮ ಮೊರೆ ಮದ್ದು: [616, 943, 896, 965]
vk-logo: ವಿಜಯಕರ್ನಾಟಕ: [848, 4, 924, 20]
sidebar-title: ಕಾಡಿದ ದಿನೇಶ್ ಅನುಪಸ್ಥಿತಿ: [600, 134, 722, 150]
kali-footer: (ಮುಂದುವರಿಯುವುದು): [135, 342, 187, 351]
twitter-link[interactable]: twitter.com/vijaykarnataka: [462, 9, 573, 19]
admissions-ad: ADMISSIONS SSLC ನೇರ ಪರೀಕ್ಷೆ 2nd PUC Senior Secondary ARTS/COMMERCE/SCIENCE BA, B.Com, B.Sc, MA, M.Com, MBA, MLIS CORRESPONDENCE SS REGAL INSTITUTE FOR HIGHER EDUCATION 7259199881 / 9986549196: [26, 1238, 118, 1398]
lead-quote-box: ದೇಹ ಗಟ್ಟಿಮುಟ್ಟಾಗಿದ್ದರೆ ಮನಸ್ಸು ಕೂಡ ಸದೃಢವಾಗಿರುತ್ತದೆ. ದೇಹ ಗಟ್ಟಿಯಾಗಲು ವ್ಯಾಯಾಮ, ಕ್ರೀಡಾ ಚಟುವಟಿಕೆಗಳು ಮುಖ್ಯ. ಕಾರಣ, ಪೊಲೀಸರು ತಪ್ಪದೆ ನಿಯಮಿತವಾಗಿ ಕ್ರೀಡೆಗಳಲ್ಲಿ ಪಾಲ್ಗೊಳ್ಳಬೇಕು. ಕ್ರೀಡೆ ಮೂಲಕ ಉತ್ತಮ ಆರೋಗ್ಯ ಹೊಂದಿರಿ, ಚೆನ್ನಾಗಿ ಕೆಲಸ ಮಾಡಬಹುದು. - ಉಮಾ ಪ್ರಶಾಂತ್ ಜಿಲ್ಲಾ ಪೊಲೀಸ್ ವರಿಷ್ಠಾಧಿಕಾರಿ: [338, 356, 596, 440]
kali-line: ಕೆಳಗಿನ ವಾಕ್ಯಗಳನ್ನು ನಮ್ಮ ಶರೀರದ ಬಗ್ಗೆ ತಿಳಿಯಿರಿ:: [31, 149, 136, 158]
spiritual-photo: [690, 976, 852, 1048]
spiritual-byline: ವಿಕ ಸುದ್ದಿಲೋಕ ಜಗಳೂರು: [546, 974, 646, 986]
english-kali-banner: [27, 67, 191, 117]
part-badge: ಭಾಗ-1459: [139, 100, 183, 110]
kali-line: Which girl would like a boy with tousled hair and stubble?: [31, 227, 177, 245]
quote-icon: [342, 362, 354, 374]
box-body: ಕುಂದುವಾಡದಲ್ಲಿ ಪ್ರೀತಿ ಆರೈಕೆ ಟ್ರಸ್ಟ್ ಆಯೋಜಿಸಿದ್ದ ಆರೋಗ್ಯ ಶಿಬಿರಕ್ಕೆ ಮಾಜಿ ಸಚಿವ ರೇಣುಕಾಚಾರ್ಯ ಭೇಟಿ ನೀಡಿ ಟ್ರಸ್ಟ್‌ನ ಕಾರ್ಯವನ್ನು ಶ್ಲಾಘಿಸಿದರು. ಬಡವರ ಆರೋಗ್ಯ ರಕ್ಷಣೆಯಲ್ಲಿ ತೊಡಗಿರುವ ಟ್ರಸ್ಟ್‌ಗೆ ಎಲ್ಲ ಸಹಕಾರ ನೀಡುವುದಾಗಿ ಭರವಸೆ ನೀಡಿದರು.: [489, 1217, 585, 1273]
times-interact-ad: TIMESinteract 08192-272751 & 08194 - 221844 e-mail: vk.classifieds@timesgroup.com EDUCATION: [26, 1132, 118, 1232]
health-camp-byline: ವಿಕ ಸುದ್ದಿಲೋಕ ದಾವಣಗೆರೆ: [136, 1186, 266, 1198]
byline-marker-icon: [744, 270, 750, 276]
religious-headline: ಧಾರ್ಮಿಕ ಕಾರ್ಯಗಳಿಗೆ ಸಹಕಾರ ಅಗತ್ಯ: [665, 1155, 903, 1177]
